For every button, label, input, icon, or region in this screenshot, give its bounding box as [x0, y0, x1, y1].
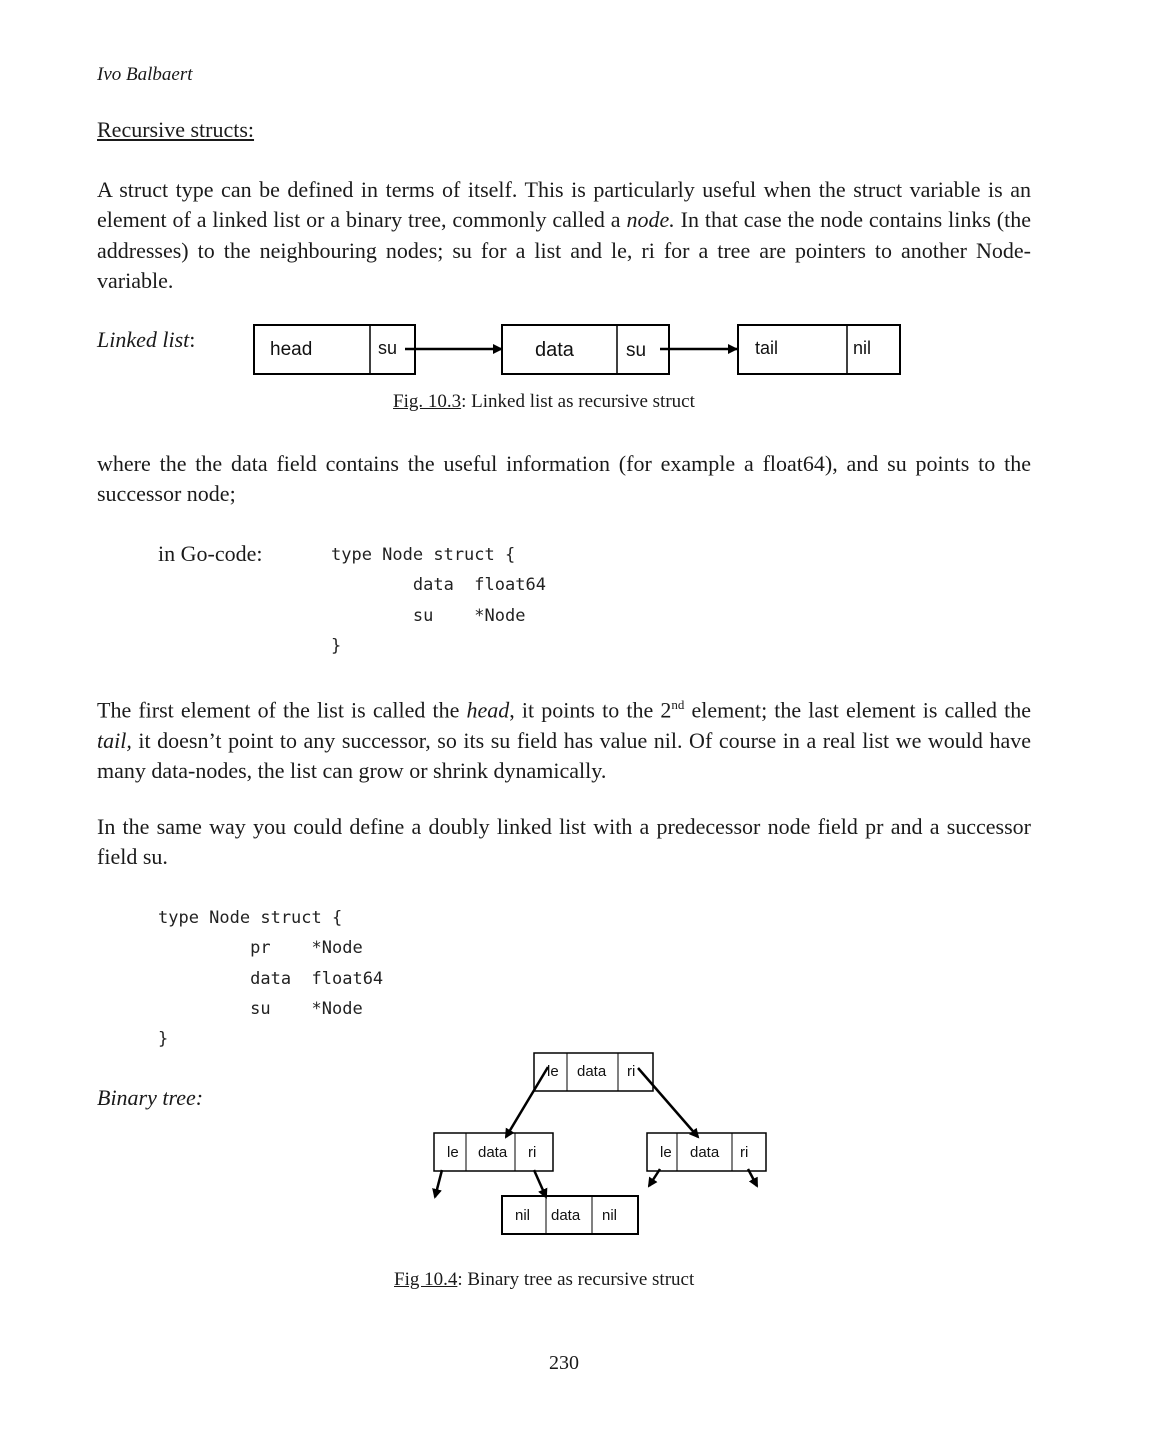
code-line: data float64: [331, 575, 546, 596]
svg-text:data: data: [551, 1207, 581, 1224]
tree-node-right: [647, 1133, 766, 1171]
section-heading: Recursive structs:: [97, 117, 255, 142]
page-number: 230: [549, 1352, 579, 1374]
code-block-singly-linked: [331, 540, 546, 661]
binary-tree-label: Binary tree:: [97, 1085, 204, 1110]
binary-tree-diagram: [420, 1045, 780, 1245]
intro-paragraph: [97, 175, 1031, 296]
tree-node-root: [534, 1053, 653, 1091]
code-line: }: [331, 635, 342, 656]
svg-text:ri: ri: [740, 1144, 749, 1161]
tree-node-left: [434, 1133, 553, 1171]
code-line: }: [158, 1029, 169, 1050]
code-line: data float64: [158, 968, 384, 989]
svg-text:le: le: [547, 1063, 559, 1080]
arrow-root-left: [506, 1067, 548, 1137]
svg-text:nil: nil: [602, 1207, 618, 1224]
data-field-paragraph: where the the data field contains the useful information (for example a float64), and su points to the successor node;: [97, 451, 1031, 507]
svg-text:data: data: [478, 1144, 508, 1161]
linked-list-label: Linked list:: [97, 327, 196, 352]
list-node-tail: [738, 325, 900, 374]
list-node-head: [254, 325, 415, 374]
code-label: in Go-code:: [158, 541, 263, 566]
svg-text:data: data: [577, 1063, 607, 1080]
node-pointer: su: [626, 340, 647, 361]
code-block-doubly-linked: [158, 903, 383, 1054]
code-line: su *Node: [331, 605, 526, 626]
node-value: head: [270, 339, 313, 360]
svg-text:le: le: [660, 1144, 672, 1161]
code-line: pr *Node: [158, 938, 363, 959]
running-header-author: Ivo Balbaert: [97, 64, 193, 85]
svg-text:ri: ri: [627, 1063, 636, 1080]
intro-text: A struct type can be defined in terms of itself. This is particularly useful when the struct variable is an element of a linked list or a binary tree, commonly called a: [97, 177, 1031, 233]
svg-text:ri: ri: [528, 1144, 537, 1161]
node-value: data: [535, 339, 574, 361]
node-value: tail: [755, 338, 779, 358]
list-node-data: [502, 325, 669, 374]
figure-caption-10-3: Fig. 10.3: Linked list as recursive struct: [393, 391, 695, 412]
arrow-root-right: [638, 1068, 698, 1137]
arrow-left-ri: [534, 1170, 546, 1197]
svg-text:nil: nil: [515, 1207, 531, 1224]
node-pointer: nil: [853, 338, 872, 358]
node-pointer: su: [378, 338, 398, 358]
figure-caption-10-4: Fig 10.4: Binary tree as recursive struct: [394, 1269, 695, 1290]
tree-node-leaf: [502, 1196, 638, 1234]
intro-text-2: In that case the node contains links (the addresses) to the neighbouring nodes; su for a list and le, ri for a tree are pointers to another Node-variable.: [97, 207, 1031, 293]
arrow-left-le: [435, 1170, 442, 1197]
code-line: type Node struct {: [331, 545, 516, 565]
svg-text:data: data: [690, 1144, 720, 1161]
intro-node-term: node.: [626, 207, 675, 233]
doubly-linked-paragraph: In the same way you could define a doubly linked list with a predecessor node field pr and a successor field su.: [97, 814, 1031, 870]
code-line: type Node struct {: [158, 908, 343, 928]
svg-text:le: le: [447, 1144, 459, 1161]
linked-list-diagram: [240, 315, 920, 385]
head-tail-paragraph: The first element of the list is called the head, it points to the 2nd element; the last element is called the tail, it doesn’t point to any successor, so its su field has value nil. Of course in a real list we would have many data-nodes, the list can grow or shrink dynamically.: [97, 697, 1032, 783]
code-line: su *Node: [158, 998, 363, 1019]
